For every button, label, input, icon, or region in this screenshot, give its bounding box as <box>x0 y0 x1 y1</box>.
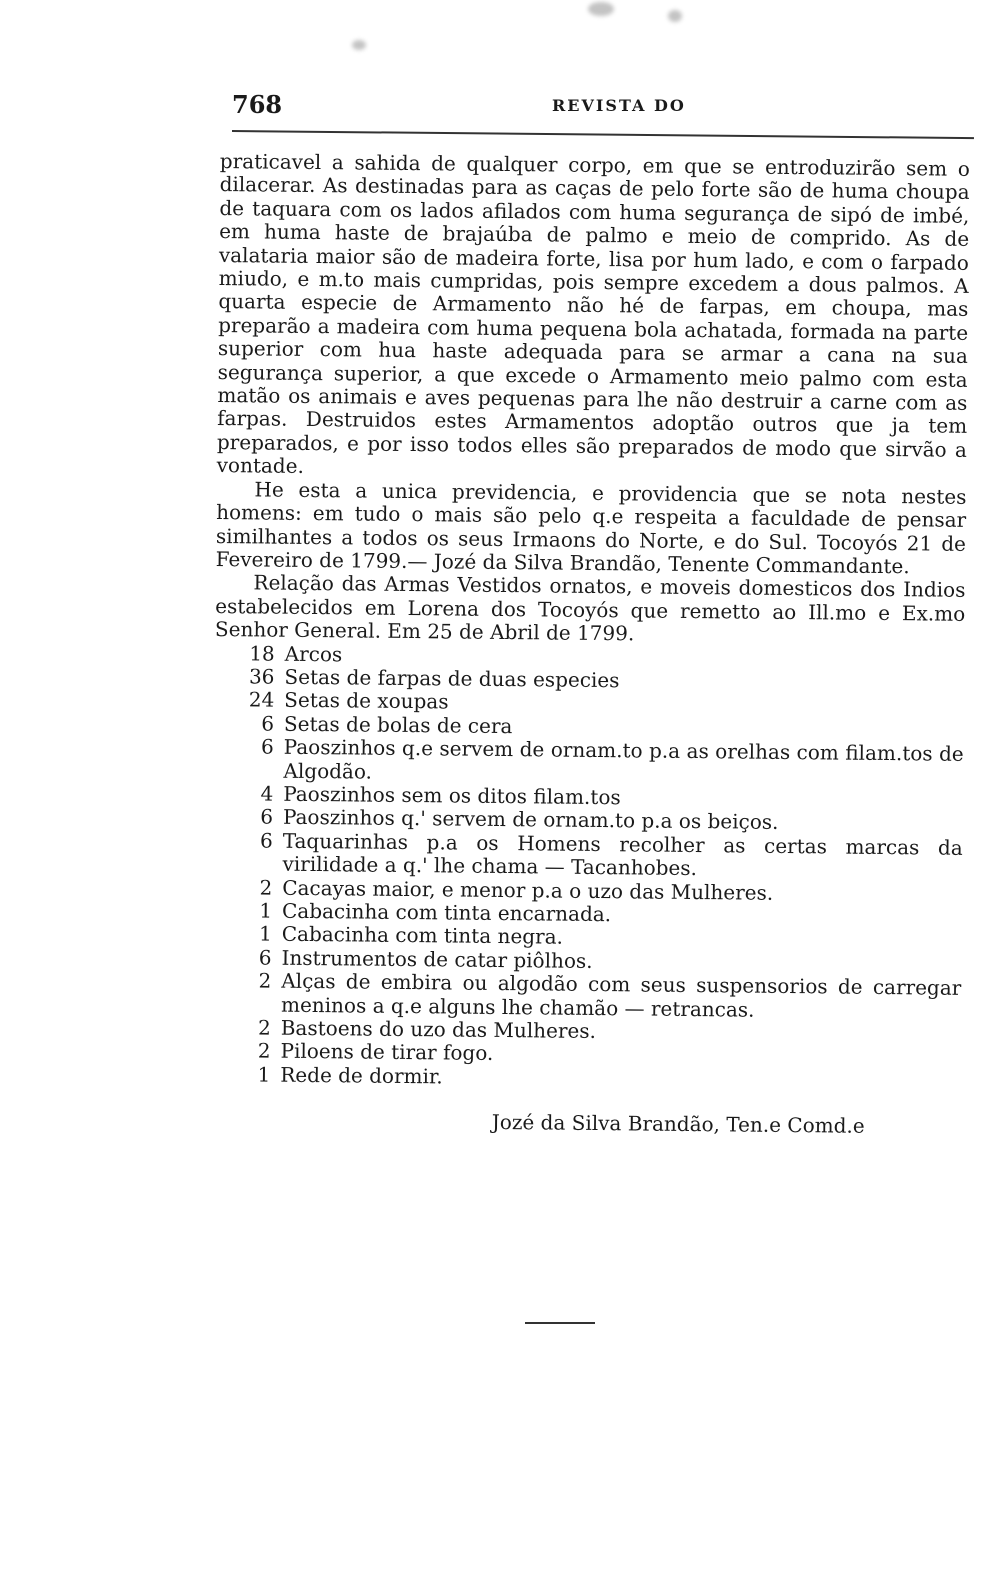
paragraph-closing: He esta a unica previdencia, e providencia que se nota nestes homens: em tudo o mais são pelo q.e respeita a faculdade de pensar similhantes a todos os seus Irmaons do Norte, e do Sul. Tocoyós 21 de Fevereiro de 1799.— Jozé da Silva Brandão, Tenente Commandante. <box>215 477 967 579</box>
item-quantity: 1 <box>259 898 273 923</box>
paragraph-continuation: praticavel a sahida de qualquer corpo, em que se entroduzirão sem o dilacerar. As destinadas para as caças de pelo forte são de huma choupa de taquara com os lados afilados com huma segurança de sipó de imbé, em huma haste de brajaúba de palmo e meio de comprido. As de valataria maior são de madeira forte, lisa por hum lado, e com o farpado miudo, e m.to mais cumpridas, pois sempre excedem a dous palmos. A quarta especie de Armamento não hé de farpas, em choupa, mas preparão a madeira com huma pequena bola achatada, formada na parte superior com hua haste adequada para se armar a cana na sua segurança superior, a que excede o Armamento meio palmo com esta matão os animais e aves pequenas para lhe não destruir a carne com as farpas. Destruidos estes Armamentos adoptão outros que ja tem preparados, e por isso todos elles são preparados de modo que sirvão a vontade. <box>216 149 970 479</box>
item-description: Bastoens do uzo das Mulheres. <box>280 1015 597 1044</box>
item-quantity: 2 <box>257 1038 271 1064</box>
signature: Jozé da Silva Brandão, Ten.e Comd.e <box>491 1110 865 1139</box>
item-description: Taquarinhas p.a os Homens recolher as certas marcas da virilidade a q.' lhe chama — Tacanhobes. <box>282 828 963 881</box>
item-quantity: 6 <box>260 734 274 759</box>
item-description: Arcos <box>284 641 343 666</box>
item-description: Cabacinha com tinta negra. <box>281 922 564 950</box>
item-description: Piloens de tirar fogo. <box>280 1039 494 1066</box>
item-description: Cabacinha com tinta encarnada. <box>281 898 612 927</box>
running-title: REVISTA DO <box>552 96 686 115</box>
item-description: Setas de xoupas <box>284 688 449 714</box>
item-description: Rede de dormir. <box>280 1062 443 1089</box>
print-smudge <box>352 40 366 50</box>
item-quantity: 2 <box>259 875 273 900</box>
item-quantity: 18 <box>249 640 275 666</box>
item-quantity: 24 <box>248 687 275 712</box>
item-quantity: 2 <box>257 1015 271 1040</box>
item-quantity: 2 <box>258 968 272 993</box>
print-smudge <box>588 2 614 16</box>
end-rule <box>525 1322 595 1324</box>
item-quantity: 1 <box>258 921 272 946</box>
paragraph-relation-heading: Relação das Armas Vestidos ornatos, e moveis domesticos dos Indios estabelecidos em Lorena dos Tocoyós que remetto ao Ill.mo e Ex.mo Senhor General. Em 25 de Abril de 1799. <box>214 570 966 646</box>
page-header <box>232 90 972 130</box>
page-body <box>210 150 970 1139</box>
print-smudge <box>668 10 682 22</box>
item-description: Cacayas maior, e menor p.a o uzo das Mulheres. <box>282 875 774 905</box>
item-description: Instrumentos de catar piôlhos. <box>281 945 593 973</box>
item-quantity: 4 <box>260 781 274 806</box>
item-description: Paoszinhos q.e servem de ornam.to p.a as orelhas com filam.tos de Algodão. <box>283 734 964 784</box>
item-description: Setas de farpas de duas especies <box>284 664 620 693</box>
header-rule <box>232 130 974 139</box>
item-description: Paoszinhos q.' servem de ornam.to p.a os beiços. <box>282 805 779 835</box>
item-description: Alças de embira ou algodão com seus suspensorios de carregar meninos a q.e alguns lhe chamão — retrancas. <box>280 968 962 1022</box>
item-quantity: 1 <box>257 1062 271 1087</box>
item-description: Paoszinhos sem os ditos filam.tos <box>283 781 621 810</box>
item-quantity: 6 <box>261 711 275 736</box>
page-number: 768 <box>232 90 283 119</box>
item-quantity: 36 <box>248 664 275 689</box>
item-quantity: 6 <box>258 945 272 970</box>
item-quantity: 6 <box>259 828 273 853</box>
inventory-list <box>210 642 965 1095</box>
item-description: Setas de bolas de cera <box>283 711 513 738</box>
item-quantity: 6 <box>260 804 274 829</box>
